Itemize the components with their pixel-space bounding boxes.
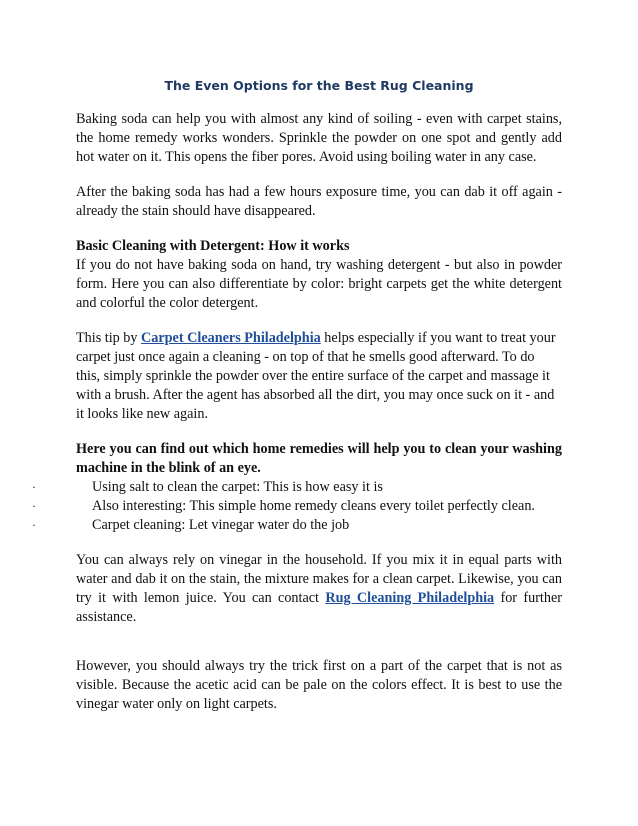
paragraph-vinegar (76, 551, 562, 627)
paragraph-after-baking-soda: After the baking soda has had a few hours exposure time, you can dab it off again - already the stain should have disappeared. (76, 184, 562, 219)
list-item (32, 516, 562, 535)
paragraph-vinegar-text-after: for further assistance. (76, 590, 562, 625)
section-heading-home-remedies: Here you can find out which home remedies will help you to clean your washing machine in the blink of an eye. (76, 441, 562, 476)
paragraph-tip (76, 329, 562, 424)
list-item (32, 478, 562, 497)
bullet-icon: · (32, 518, 36, 532)
paragraph-caution: However, you should always try the trick first on a part of the carpet that is not as visible. Because the acetic acid can be pale on the colors effect. It is best to use the vinegar water only on light carpets. (76, 658, 562, 712)
list-item (32, 497, 562, 516)
paragraph-tip-text-after: helps especially if you want to treat your carpet just once again a cleaning - on top of that he smells good afterward. To do this, simply sprinkle the powder over the entire surface of the carpet and massage it with a brush. After the agent has absorbed all the dirt, you may once suck on it - and it looks like new again. (76, 330, 556, 422)
section-heading-detergent: Basic Cleaning with Detergent: How it works (76, 238, 350, 254)
list-item-text: Also interesting: This simple home remedy cleans every toilet perfectly clean. (92, 498, 535, 514)
bullet-icon: · (32, 499, 36, 513)
rug-cleaning-philadelphia-link[interactable]: Rug Cleaning Philadelphia (325, 590, 495, 606)
remedies-list (32, 478, 562, 535)
list-item-text: Carpet cleaning: Let vinegar water do the job (92, 517, 350, 533)
section-detergent (76, 237, 562, 313)
list-item-text: Using salt to clean the carpet: This is how easy it is (92, 479, 383, 495)
document-title: The Even Options for the Best Rug Cleaning (164, 78, 474, 93)
paragraph-vinegar-text-before: You can always rely on vinegar in the household. If you mix it in equal parts with water and dab it on the stain, the mixture makes for a clean carpet. Likewise, you can try it with lemon juice. You can contact (76, 552, 562, 606)
carpet-cleaners-philadelphia-link[interactable]: Carpet Cleaners Philadelphia (141, 330, 321, 346)
document-body (32, 110, 562, 730)
paragraph-tip-text-before: This tip by (76, 330, 142, 346)
paragraph-baking-soda: Baking soda can help you with almost any kind of soiling - even with carpet stains, the home remedy works wonders. Sprinkle the powder on one spot and gently add hot water on it. This opens the fiber pores. Avoid using boiling water in any case. (76, 111, 562, 165)
spacer (76, 643, 562, 657)
paragraph-detergent: If you do not have baking soda on hand, try washing detergent - but also in powder form. Here you can also differentiate by color: bright carpets get the white detergent and colorful the color detergent. (76, 257, 562, 311)
bullet-icon: · (32, 480, 36, 494)
